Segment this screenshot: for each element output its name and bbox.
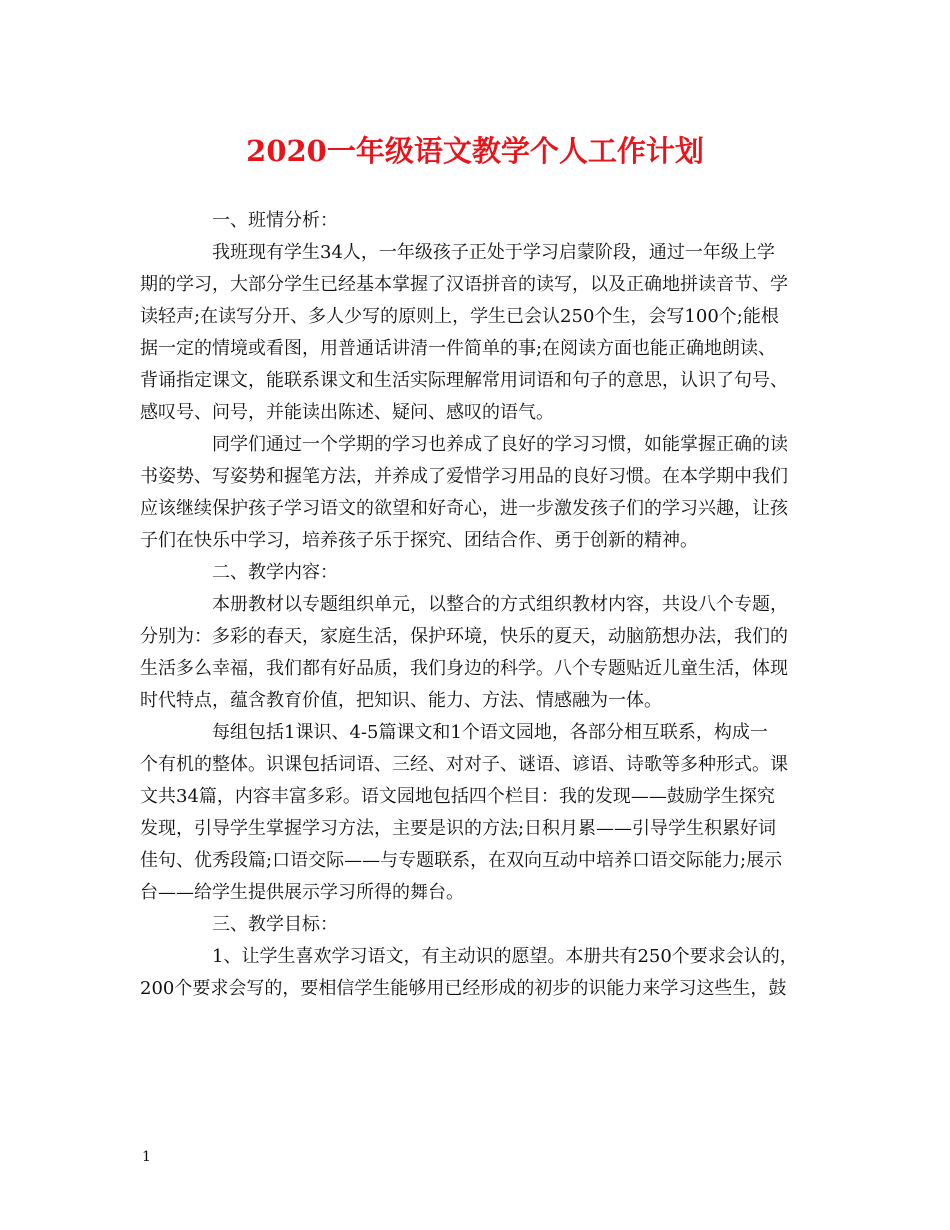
- paragraph-line: 每组包括1课识、4-5篇课文和1个语文园地，各部分相互联系，构成一: [212, 722, 768, 743]
- section-heading-class-analysis: 一、班情分析：: [212, 210, 338, 231]
- paragraph-line: 佳句、优秀段篇;口语交际——与专题联系，在双向互动中培养口语交际能力;展示: [140, 850, 783, 871]
- paragraph-line: 感叹号、问号，并能读出陈述、疑问、感叹的语气。: [140, 402, 554, 423]
- paragraph-line: 同学们通过一个学期的学习也养成了良好的学习习惯，如能掌握正确的读: [212, 434, 788, 455]
- paragraph-line: 个有机的整体。识课包括词语、三经、对对子、谜语、谚语、诗歌等多种形式。课: [140, 754, 788, 775]
- paragraph-line: 据一定的情境或看图，用普通话讲清一件简单的事;在阅读方面也能正确地朗读、: [140, 338, 777, 359]
- paragraph-line: 我班现有学生34人，一年级孩子正处于学习启蒙阶段，通过一年级上学: [212, 242, 775, 263]
- paragraph-line: 文共34篇，内容丰富多彩。语文园地包括四个栏目：我的发现——鼓励学生探究: [140, 786, 775, 807]
- paragraph-line: 200个要求会写的，要相信学生能够用已经形成的初步的识能力来学习这些生，鼓: [140, 978, 787, 999]
- section-heading-teaching-content: 二、教学内容：: [212, 562, 338, 583]
- paragraph-line: 期的学习，大部分学生已经基本掌握了汉语拼音的读写，以及正确地拼读音节、学: [140, 274, 788, 295]
- paragraph-line: 书姿势、写姿势和握笔方法，并养成了爱惜学习用品的良好习惯。在本学期中我们: [140, 466, 788, 487]
- paragraph-line: 背诵指定课文，能联系课文和生活实际理解常用词语和句子的意思，认识了句号、: [140, 370, 788, 391]
- paragraph-line: 1、让学生喜欢学习语文，有主动识的愿望。本册共有250个要求会认的，: [212, 946, 798, 967]
- paragraph-line: 发现，引导学生掌握学习方法，主要是识的方法;日积月累——引导学生积累好词: [140, 818, 777, 839]
- paragraph-line: 本册教材以专题组织单元，以整合的方式组织教材内容，共设八个专题，: [212, 594, 788, 615]
- document-title: 2020一年级语文教学个人工作计划: [246, 134, 704, 168]
- section-heading-teaching-goals: 三、教学目标：: [212, 914, 338, 935]
- paragraph-line: 分别为：多彩的春天，家庭生活，保护环境，快乐的夏天，动脑筋想办法，我们的: [140, 626, 788, 647]
- paragraph-line: 应该继续保护孩子学习语文的欲望和好奇心，进一步激发孩子们的学习兴趣，让孩: [140, 498, 788, 519]
- paragraph-line: 台——给学生提供展示学习所得的舞台。: [140, 882, 464, 903]
- document-body: [140, 205, 812, 1005]
- page-number: 1: [142, 1149, 151, 1165]
- paragraph-line: 生活多么幸福，我们都有好品质，我们身边的科学。八个专题贴近儿童生活，体现: [140, 658, 788, 679]
- paragraph-line: 子们在快乐中学习，培养孩子乐于探究、团结合作、勇于创新的精神。: [140, 530, 698, 551]
- paragraph-line: 读轻声;在读写分开、多人少写的原则上，学生已会认250个生，会写100个;能根: [140, 306, 779, 327]
- paragraph-line: 时代特点，蕴含教育价值，把知识、能力、方法、情感融为一体。: [140, 690, 662, 711]
